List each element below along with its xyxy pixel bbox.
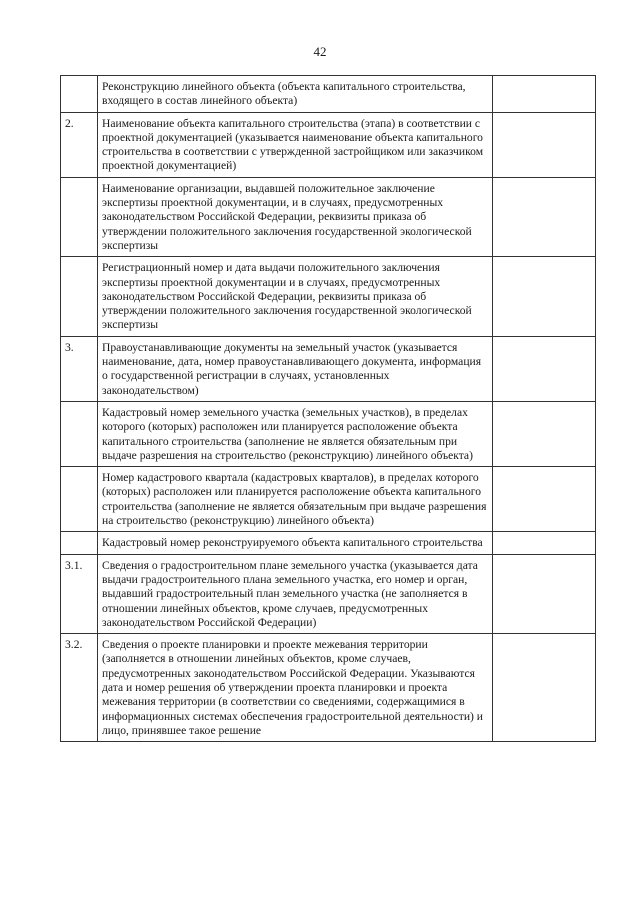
row-description-cell: Сведения о градостроительном плане земельного участка (указывается дата выдачи градостроительного плана земельного участка, его номер и орган, выдавший градостроительный план земельного участка (не заполняется в отношении линейных объектов, кроме случаев, предусмотренных законодательством Российской Федерации) [98,554,493,633]
row-number-cell: 2. [61,112,98,177]
row-value-cell [493,336,596,401]
row-value-cell [493,634,596,742]
row-description-cell: Кадастровый номер земельного участка (земельных участков), в пределах которого (которых) расположен или планируется расположение объекта капитального строительства (заполнение не является обязательным при выдаче разрешения на строительство (реконструкцию) линейного объекта) [98,401,493,466]
table-row [61,257,596,336]
table-row [61,336,596,401]
table-row [61,554,596,633]
row-number-cell [61,76,98,113]
table-row [61,401,596,466]
table-body [61,76,596,742]
row-description-cell: Наименование объекта капитального строительства (этапа) в соответствии с проектной документацией (указывается наименование объекта капитального строительства в соответствии с утвержденной застройщиком или заказчиком проектной документацией) [98,112,493,177]
row-number-cell [61,532,98,554]
table-row [61,177,596,256]
row-description-cell: Номер кадастрового квартала (кадастровых кварталов), в пределах которого (которых) расположен или планируется расположение объекта капитального строительства (заполнение не является обязательным при выдаче разрешения на строительство (реконструкцию) линейного объекта) [98,467,493,532]
row-value-cell [493,76,596,113]
row-number-cell [61,401,98,466]
row-value-cell [493,532,596,554]
table-row [61,112,596,177]
table-row [61,76,596,113]
row-number-cell: 3. [61,336,98,401]
row-value-cell [493,257,596,336]
row-description-cell: Сведения о проекте планировки и проекте межевания территории (заполняется в отношении линейных объектов, кроме случаев, предусмотренных законодательством Российской Федерации. Указываются дата и номер решения об утверждении проекта планировки и проекта межевания территории (в соответствии со сведениями, содержащимися в информационных системах обеспечения градостроительной деятельности) и лицо, принявшее такое решение [98,634,493,742]
row-number-cell: 3.1. [61,554,98,633]
permit-form-table [60,75,596,742]
page-number: 42 [313,44,327,59]
row-description-cell: Кадастровый номер реконструируемого объекта капитального строительства [98,532,493,554]
row-number-cell: 3.2. [61,634,98,742]
row-description-cell: Реконструкцию линейного объекта (объекта капитального строительства, входящего в состав линейного объекта) [98,76,493,113]
row-number-cell [61,177,98,256]
row-description-cell: Регистрационный номер и дата выдачи положительного заключения экспертизы проектной документации и в случаях, предусмотренных законодательством Российской Федерации, реквизиты приказа об утверждении положительного заключения государственной экологической экспертизы [98,257,493,336]
row-value-cell [493,177,596,256]
row-number-cell [61,257,98,336]
row-number-cell [61,467,98,532]
row-description-cell: Наименование организации, выдавшей положительное заключение экспертизы проектной документации, и в случаях, предусмотренных законодательством Российской Федерации, реквизиты приказа об утверждении положительного заключения государственной экологической экспертизы [98,177,493,256]
table-row [61,467,596,532]
table-row [61,634,596,742]
row-value-cell [493,112,596,177]
row-value-cell [493,467,596,532]
row-description-cell: Правоустанавливающие документы на земельный участок (указывается наименование, дата, номер правоустанавливающего документа, информация о государственной регистрации в случаях, установленных законодательством) [98,336,493,401]
row-value-cell [493,554,596,633]
row-value-cell [493,401,596,466]
table-row [61,532,596,554]
